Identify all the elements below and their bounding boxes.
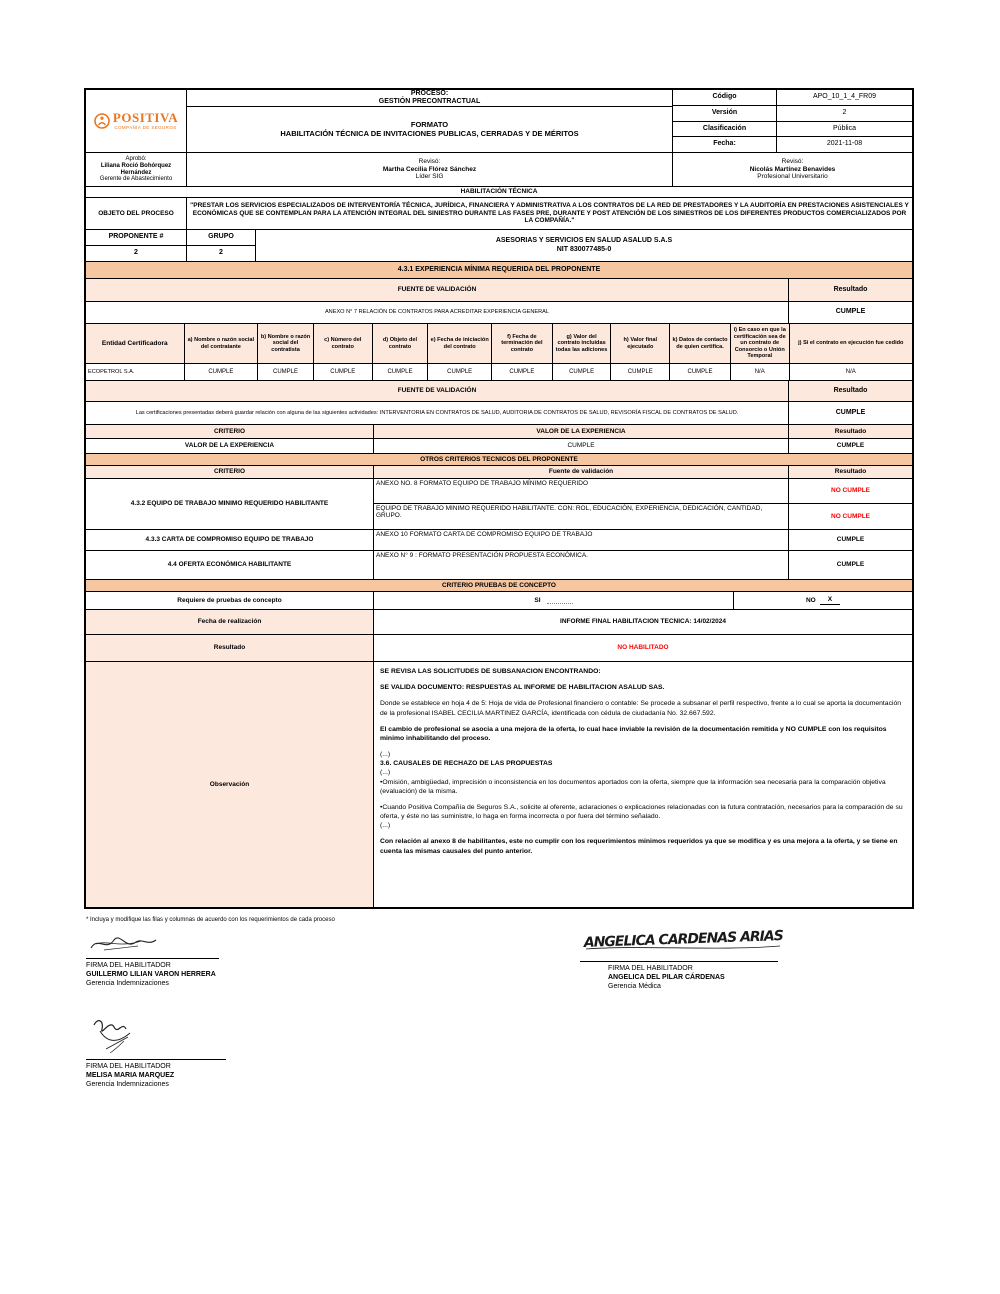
si-label: SI [534,596,541,604]
meta-clasificacion-label: Clasificación [673,122,777,137]
resultado-header-1: Resultado [789,279,912,302]
obs-line-10: Con relación al anexo 8 de habilitantes, este no cumplir con los requerimientos minimos requeridos ya que se modifica y es una mejora a la oferta, y se tiene en cuenta las mismas causales del punto anterior. [380,838,898,855]
equipo-result-2: NO CUMPLE [789,504,912,530]
pruebas-title: CRITERIO PRUEBAS DE CONCEPTO [86,580,912,592]
criterio-header-1: CRITERIO [86,425,374,439]
fecha-value: INFORME FINAL HABILITACION TECNICA: 14/02/2024 [374,610,912,635]
obs-line-8: •Cuando Positiva Compañía de Seguros S.A., solicite al oferente, aclaraciones o explicaciones relacionadas con la futura contratación, necesarios para la comparación de su oferta, y éste no las suministre, lo haga en forma incorrecta o por fuera del término señalado. [380,803,903,821]
positiva-logo [86,90,187,153]
equipo-fuente-1: ANEXO NO. 8 FORMATO EQUIPO DE TRABAJO MÍNIMO REQUERIDO [374,479,789,504]
signature-block-3 [86,1015,306,1088]
resultado-header-4: Resultado [789,466,912,479]
pruebas-row [86,592,912,610]
meta-fecha-value: 2021-11-08 [777,137,912,153]
section-431-title: 4.3.1 EXPERIENCIA MÍNIMA REQUERIDA DEL PROPONENTE [86,262,912,279]
experience-table-row [86,364,912,381]
signoff-row [86,153,912,187]
aprobo-label: Aprobó: [125,155,147,162]
proponente-name-cell [256,230,912,262]
form-table [84,88,914,909]
observacion-row [86,662,912,907]
exp-header-f: f) Fecha de terminación del contrato [492,324,553,364]
footnote: * Incluya y modifique las filas y columnas de acuerdo con los requerimientos de cada proceso [86,917,335,923]
requiere-label: Requiere de pruebas de concepto [86,592,374,610]
exp-cell-c: CUMPLE [314,364,373,381]
meta-codigo-label: Código [673,90,777,106]
brand-tagline: COMPAÑÍA DE SEGUROS [114,125,177,131]
equipo-criterio: 4.3.2 EQUIPO DE TRABAJO MINIMO REQUERIDO HABILITANTE [86,479,374,530]
reviso1-name: Martha Cecilia Flórez Sánchez [382,165,477,173]
valor-result: CUMPLE [789,439,912,454]
exp-cell-f: CUMPLE [492,364,553,381]
exp-header-j: j) Si el contrato en ejecución fue cedido [790,324,912,364]
exp-cell-b: CUMPLE [258,364,314,381]
reviso1-label: Revisó: [418,158,441,166]
process-value: GESTIÓN PRECONTRACTUAL [378,98,481,105]
obs-line-2: Donde se establece en hoja 4 de 5: Hoja de vida de Profesional financiero o contable: Se procede a subsanar el perfil respectivo, frente a lo cual se aporta la documentación de la profesional ISABEL CECILIA MARTINEZ GARCÍA, identificada con cédula de ciudadanía No. 32.667.592. [380,700,902,717]
resultado-value: NO HABILITADO [374,635,912,662]
objeto-text: "PRESTAR LOS SERVICIOS ESPECIALIZADOS DE INTERVENTORÍA TÉCNICA, JURÍDICA, FINANCIERA Y ADMINISTRATIVA A LOS CONTRATOS DE LA RED DE PRESTADORES Y LA AUDITORÍA EN PRESTACIONES ASISTENCIALES Y ECONÓMICAS QUE SE CONTEMPLAN PARA LA ATENCIÓN INTEGRAL DEL SINIESTRO DURANTE LAS FASES PRE, DURANTE Y POST ATENCIÓN DE LOS SINIESTROS DE LOS DIFERENTES PRODUCTOS COMERCIALIZADOS POR LA COMPAÑÍA." [187,198,912,230]
approver-cell [86,153,187,187]
meta-version-label: Versión [673,106,777,122]
firma-label-1: FIRMA DEL HABILITADOR [86,962,171,969]
equipo-fuente-2: EQUIPO DE TRABAJO MINIMO REQUERIDO HABILITANTE. CON: ROL, EDUCACIÓN, EXPERIENCIA, DEDICACIÓN, CANTIDAD, GRUPO. [374,504,789,530]
aprobo-role: Gerente de Abastecimiento [99,176,173,183]
reviso2-name: Nicolás Martínez Benavides [749,165,836,173]
exp-cell-d: CUMPLE [373,364,429,381]
exp-header-e: e) Fecha de iniciación del contrato [428,324,492,364]
meta-clasificacion-value: Pública [777,122,912,137]
exp-header-g: g) Valor del contrato incluidas todas las adiciones [553,324,612,364]
si-blank-line [547,598,573,604]
format-label: FORMATO [410,119,449,129]
grupo-number: 2 [187,246,256,262]
signature-scrawl-2 [580,925,790,957]
fuente-header-2: Fuente de validación [374,466,789,479]
exp-cell-i: N/A [731,364,790,381]
banner-habilitacion-tecnica: HABILITACIÓN TÉCNICA [86,187,912,198]
resultado-header-2: Resultado [789,381,912,402]
aprobo-name: Liliana Roció Bohórquez Hernández [100,162,172,176]
svg-text:ANGELICA CARDENAS ARIAS: ANGELICA CARDENAS ARIAS [583,928,784,951]
reviso2-label: Revisó: [781,158,804,166]
exp-cell-entidad: ECOPETROL S.A. [86,364,185,381]
grupo-label: GRUPO [187,230,256,246]
firma-role-2: Gerencia Médica [608,983,661,990]
fuente-validacion-label-2: FUENTE DE VALIDACIÓN [86,381,789,402]
exp-header-k: k) Datos de contacto de quien certifica. [670,324,731,364]
obs-line-7: •Omisión, ambigüedad, imprecisión o inconsistencia en los documentos aportados con la oferta, siempre que la información sea necesaria para la comparación objetiva (evaluación) de la misma. [380,778,886,795]
certificaciones-result: CUMPLE [789,402,912,425]
exp-header-a: a) Nombre o razón social del contratante [185,324,259,364]
obs-line-6: (...) [380,769,391,777]
proponente-block [86,230,912,262]
anexo7-text: ANEXO N° 7 RELACIÓN DE CONTRATOS PARA ACREDITAR EXPERIENCIA GENERAL [86,302,789,324]
signature-scribble-1 [86,928,166,956]
carta-row [86,530,912,551]
exp-header-c: c) Número del contrato [314,324,373,364]
valor-value: CUMPLE [374,439,789,454]
exp-cell-j: N/A [790,364,912,381]
obs-line-4: (...) [380,751,391,759]
header-center [187,90,673,153]
obs-line-5: 3.6. CAUSALES DE RECHAZO DE LAS PROPUESTAS [380,760,553,768]
objeto-row [86,198,912,230]
fecha-label: Fecha de realización [86,610,374,635]
firma-name-1: GUILLERMO LILIAN VARON HERRERA [86,971,216,978]
brand-name: POSITIVA [112,110,179,126]
firma-name-2: ANGELICA DEL PILAR CÁRDENAS [608,974,725,981]
no-value: X [820,596,840,604]
firma-role-1: Gerencia Indemnizaciones [86,980,169,987]
process-cell [187,90,673,107]
valor-experiencia-header: VALOR DE LA EXPERIENCIA [374,425,789,439]
exp-cell-g: CUMPLE [553,364,612,381]
fuente-validacion-label-1: FUENTE DE VALIDACIÓN [86,279,789,302]
header-meta [673,90,912,153]
signature-line-1 [86,958,219,959]
resultado-row [86,635,912,662]
exp-header-entidad: Entidad Certificadora [86,324,185,364]
oferta-row [86,551,912,580]
header-block [86,90,912,153]
si-option [374,592,734,610]
no-label: NO [805,597,816,605]
equipo-result-1: NO CUMPLE [789,479,912,504]
firma-label-3: FIRMA DEL HABILITADOR [86,1063,171,1070]
anexo7-result: CUMPLE [789,302,912,324]
format-value: HABILITACIÓN TÉCNICA DE INVITACIONES PUBLICAS, CERRADAS Y DE MÉRITOS [280,128,579,138]
format-cell [187,107,673,153]
oferta-criterio: 4.4 OFERTA ECONÓMICA HABILITANTE [86,551,374,580]
signature-line-3 [86,1059,226,1060]
proponente-name: ASESORIAS Y SERVICIOS EN SALUD ASALUD S.A.S [495,237,673,245]
exp-header-h: h) Valor final ejecutado [611,324,670,364]
signature-line-2 [580,961,778,962]
firma-name-3: MELISA MARIA MARQUEZ [86,1072,175,1079]
proponente-nit: NIT 830077485-0 [556,245,612,253]
meta-codigo-value: APO_10_1_4_FR09 [777,90,912,106]
no-option [734,592,912,610]
signature-scribble-3 [86,1015,146,1057]
firma-role-3: Gerencia Indemnizaciones [86,1081,169,1088]
oferta-result: CUMPLE [789,551,912,580]
experience-table-header [86,324,912,364]
objeto-label: OBJETO DEL PROCESO [86,198,187,230]
exp-cell-a: CUMPLE [185,364,259,381]
exp-cell-k: CUMPLE [670,364,731,381]
exp-header-b: b) Nombre o razón social del contratista [258,324,314,364]
meta-fecha-label: Fecha: [673,137,777,153]
reviewer2-cell [673,153,912,187]
observacion-label: Observación [86,662,374,907]
exp-header-d: d) Objeto del contrato [373,324,429,364]
obs-line-9: (...) [380,822,391,830]
proponente-label: PROPONENTE # [86,230,187,246]
proponente-number: 2 [86,246,187,262]
carta-fuente: ANEXO 10 FORMATO CARTA DE COMPROMISO EQUIPO DE TRABAJO [374,530,789,551]
reviso2-role: Profesional Universitario [757,173,828,181]
exp-header-i: i) En caso en que la certificación sea de un contrato de Consorcio o Unión Temporal [731,324,790,364]
certificaciones-text: Las certificaciones presentadas deberá guardar relación con alguna de las siguientes actividades: INTERVENTORIA EN CONTRATOS DE SALUD, AUDITORIA DE CONTRATOS DE SALUD, REVISORÍA FISCAL DE CONTRATOS DE SALUD. [86,402,789,425]
firma-label-2: FIRMA DEL HABILITADOR [608,965,693,972]
signature-block-2 [580,925,810,990]
obs-line-3: El cambio de profesional se asocia a una mejora de la oferta, lo cual hace inviable la revisión de la documentación remitida y NO CUMPLE con los requisitos minimo inhabilitando del proceso. [380,725,887,742]
carta-result: CUMPLE [789,530,912,551]
observacion-text [374,662,912,907]
positiva-logo-icon [94,113,110,129]
resultado-header-3: Resultado [789,425,912,439]
valor-criterio: VALOR DE LA EXPERIENCIA [86,439,374,454]
exp-cell-e: CUMPLE [428,364,492,381]
signature-block-1 [86,928,286,987]
reviso1-role: Líder SIG [415,173,444,181]
resultado-label: Resultado [86,635,374,662]
exp-cell-h: CUMPLE [611,364,670,381]
oferta-fuente: ANEXO N° 9 : FORMATO PRESENTACIÓN PROPUESTA ECONÓMICA. [374,551,789,580]
process-label: PROCESO: [410,90,449,97]
fecha-row [86,610,912,635]
reviewer1-cell [187,153,673,187]
criterio-header-2: CRITERIO [86,466,374,479]
equipo-block [86,479,912,530]
otros-title: OTROS CRITERIOS TECNICOS DEL PROPONENTE [86,454,912,466]
obs-line-1: SE VALIDA DOCUMENTO: RESPUESTAS AL INFORME DE HABILITACION ASALUD SAS. [380,684,665,692]
carta-criterio: 4.3.3 CARTA DE COMPROMISO EQUIPO DE TRABAJO [86,530,374,551]
meta-version-value: 2 [777,106,912,122]
obs-line-0: SE REVISA LAS SOLICITUDES DE SUBSANACION ENCONTRANDO: [380,668,601,675]
